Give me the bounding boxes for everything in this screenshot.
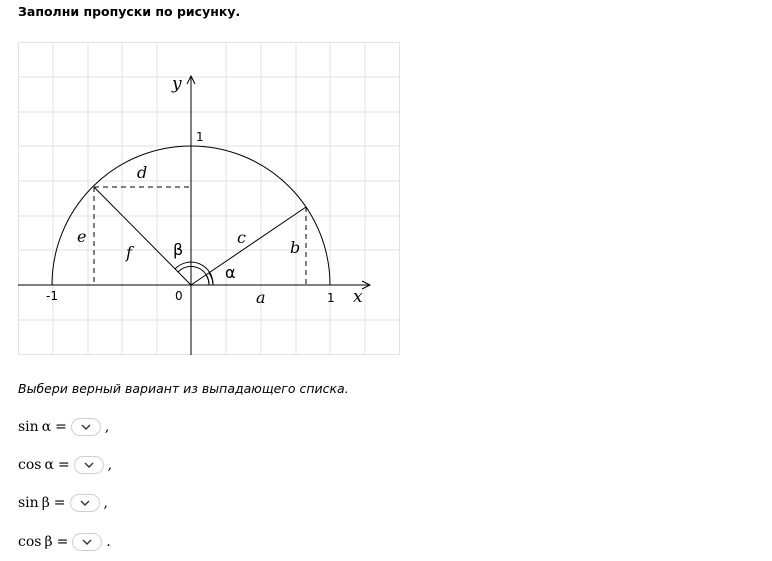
segment-f-label: f: [126, 243, 132, 262]
radius-f: [94, 187, 191, 285]
tick-origin: 0: [175, 289, 183, 303]
angle-beta-label: β: [173, 240, 184, 259]
equals-sign: =: [56, 534, 69, 550]
chevron-down-icon: [80, 500, 90, 506]
tick-neg-one: -1: [46, 289, 58, 303]
unit-circle-figure: [18, 42, 400, 355]
segment-c-label: c: [237, 228, 246, 247]
equation-row-sin-beta: [18, 492, 108, 514]
equation-function: cos: [18, 457, 42, 473]
equation-function: cos: [18, 534, 42, 550]
segment-e-label: e: [77, 227, 87, 246]
equation-row-cos-alpha: [18, 454, 112, 476]
equation-angle: β: [44, 534, 53, 550]
equation-row-sin-alpha: [18, 416, 109, 438]
equation-angle: α: [44, 457, 54, 473]
instruction-text: Выбери верный вариант из выпадающего списка.: [18, 381, 349, 396]
tick-one-y: 1: [196, 130, 204, 144]
equals-sign: =: [53, 495, 66, 511]
segment-d-label: d: [137, 163, 148, 182]
equation-punctuation: ,: [104, 419, 110, 435]
cos-alpha-dropdown[interactable]: [74, 456, 104, 474]
equation-punctuation: .: [106, 534, 111, 550]
equation-row-cos-beta: [18, 531, 111, 553]
chevron-down-icon: [84, 462, 94, 468]
equation-punctuation: ,: [103, 495, 108, 511]
sin-alpha-dropdown[interactable]: [71, 418, 101, 436]
grid: [18, 42, 400, 355]
equation-punctuation: ,: [107, 457, 113, 473]
cos-beta-dropdown[interactable]: [72, 533, 102, 551]
equation-function: sin: [18, 495, 39, 511]
axis-x-label: x: [353, 287, 363, 307]
equation-function: sin: [18, 419, 39, 435]
equals-sign: =: [55, 419, 67, 435]
equals-sign: =: [57, 457, 70, 473]
equation-angle: α: [41, 419, 52, 435]
task-title: Заполни пропуски по рисунку.: [18, 4, 241, 19]
chevron-down-icon: [81, 424, 91, 430]
radius-c: [191, 207, 306, 285]
segment-a-label: a: [256, 288, 266, 307]
sin-beta-dropdown[interactable]: [70, 494, 100, 512]
segment-b-label: b: [290, 238, 301, 257]
tick-one-x: 1: [327, 291, 335, 305]
axis-y-label: y: [172, 74, 182, 94]
equation-angle: β: [41, 495, 50, 511]
angle-alpha-label: α: [225, 263, 236, 282]
chevron-down-icon: [82, 539, 92, 545]
